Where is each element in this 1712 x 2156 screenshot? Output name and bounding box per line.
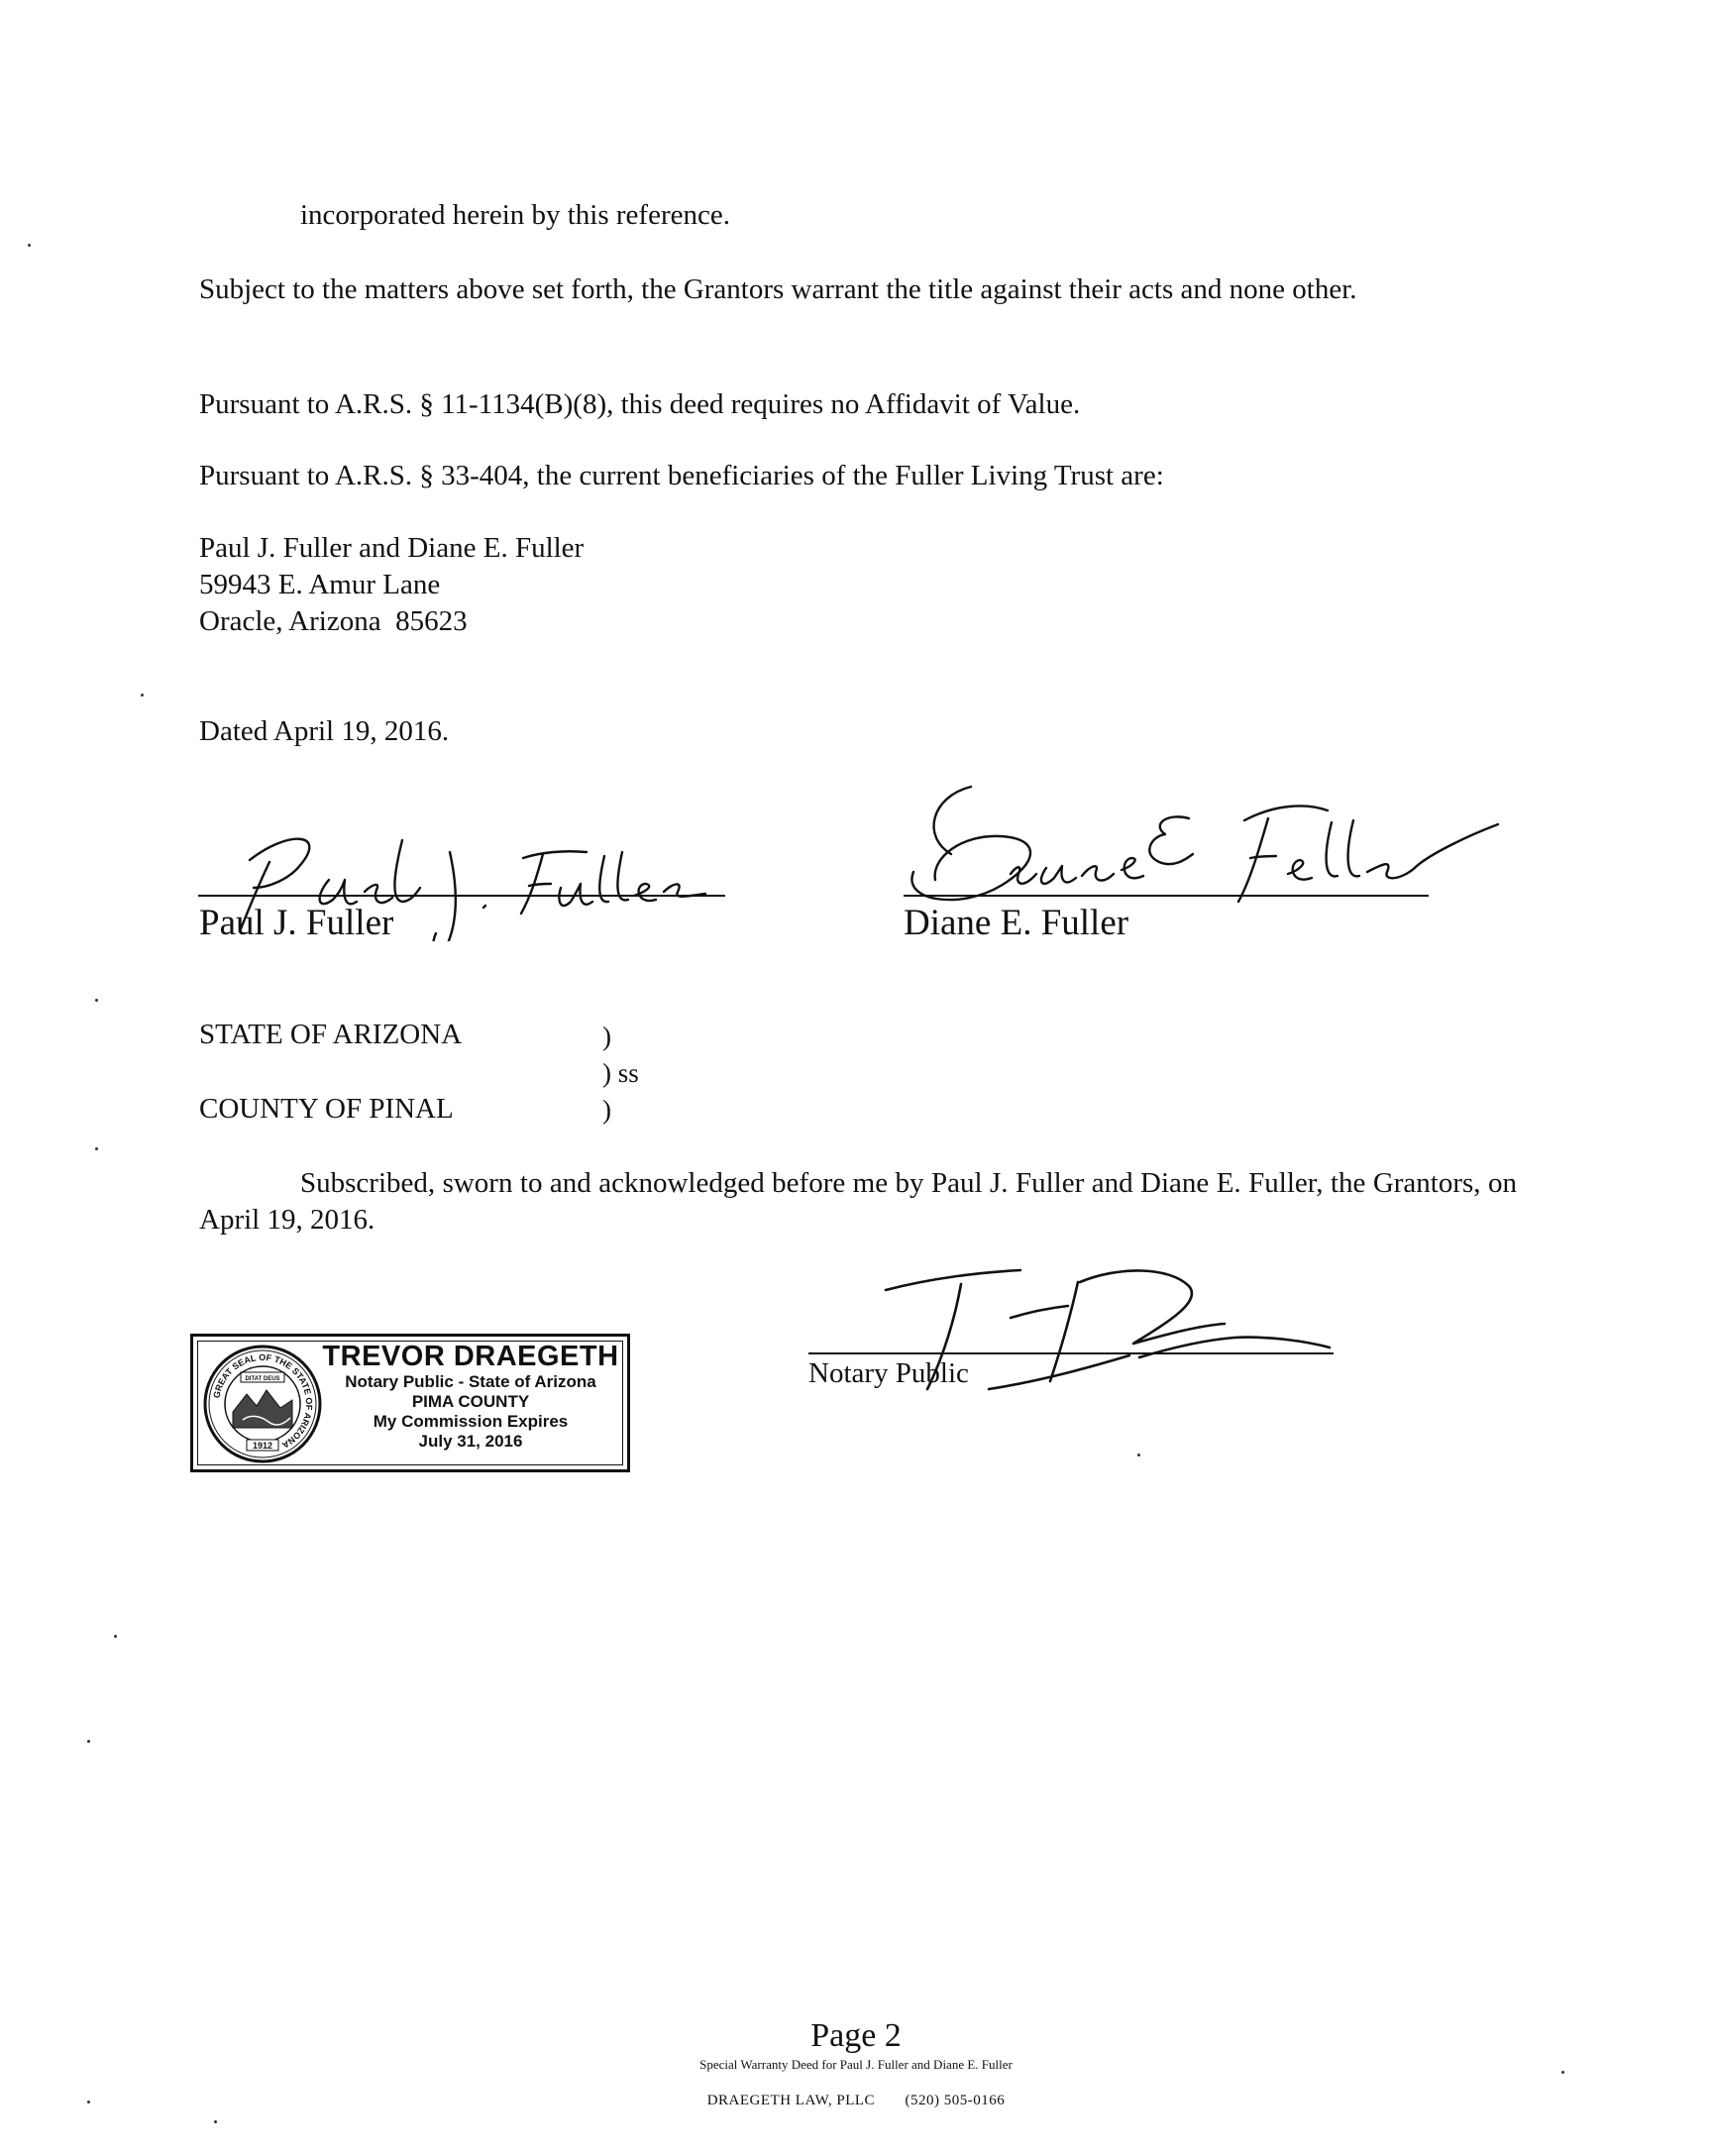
beneficiary-street: 59943 E. Amur Lane <box>199 569 441 600</box>
beneficiary-names: Paul J. Fuller and Diane E. Fuller <box>199 532 585 564</box>
footer-firm-line <box>0 2093 1712 2109</box>
notary-expires-date: July 31, 2016 <box>418 1432 523 1451</box>
signature-diane-fuller <box>892 763 1506 921</box>
venue-parentheses <box>602 1019 639 1129</box>
scan-speck <box>1561 2071 1564 2074</box>
seal-ring-text: GREAT SEAL OF THE STATE OF ARIZONA <box>211 1351 315 1451</box>
scan-speck <box>95 999 98 1002</box>
affidavit-paragraph: Pursuant to A.R.S. § 11-1134(B)(8), this deed requires no Affidavit of Value. <box>199 388 1081 420</box>
notary-expires-label: My Commission Expires <box>373 1412 569 1431</box>
notary-public-label: Notary Public <box>808 1357 969 1389</box>
signer-name-paul: Paul J. Fuller <box>199 903 394 943</box>
scan-speck <box>87 2101 90 2103</box>
notary-stamp-text <box>322 1341 619 1452</box>
beneficiary-city: Oracle, Arizona 85623 <box>199 605 468 637</box>
venue-state: STATE OF ARIZONA <box>199 1019 463 1050</box>
signature-line-paul <box>198 895 725 897</box>
scan-speck <box>87 1740 90 1743</box>
notary-signature-line <box>808 1352 1334 1354</box>
footer-firm-name: DRAEGETH LAW, PLLC <box>706 2093 876 2108</box>
venue-paren-3: ) <box>602 1095 611 1125</box>
warranty-paragraph: Subject to the matters above set forth, the Grantors warrant the title against their acts and none other. <box>199 273 1357 305</box>
beneficiary-address <box>199 530 584 640</box>
footer <box>0 2017 1712 2109</box>
signature-line-diane <box>904 895 1429 897</box>
notary-commission-state: Notary Public - State of Arizona <box>345 1372 596 1391</box>
scan-speck <box>214 2120 217 2123</box>
scan-speck <box>28 244 31 247</box>
signer-name-diane: Diane E. Fuller <box>904 903 1129 943</box>
footer-phone: (520) 505-0166 <box>905 2093 1006 2108</box>
scan-speck <box>114 1635 117 1638</box>
seal-year: 1912 <box>252 1441 273 1451</box>
venue-paren-2: ) ss <box>602 1058 639 1088</box>
scan-speck <box>95 1147 98 1150</box>
arizona-state-seal <box>201 1343 324 1465</box>
seal-motto: DITAT DEUS <box>245 1376 280 1382</box>
continuation-text: incorporated herein by this reference. <box>300 199 730 231</box>
venue-paren-1: ) <box>602 1022 611 1051</box>
acknowledgment-paragraph <box>199 1165 1517 1239</box>
scan-speck <box>141 694 144 697</box>
scan-speck <box>1137 1454 1140 1456</box>
acknowledgment-text: Subscribed, sworn to and acknowledged before me by Paul J. Fuller and Diane E. Fuller, the Grantors, on April 19, 2016. <box>199 1167 1517 1236</box>
beneficiaries-intro: Pursuant to A.R.S. § 33-404, the current beneficiaries of the Fuller Living Trust are: <box>199 460 1164 491</box>
notary-stamp <box>190 1334 630 1472</box>
venue-county: COUNTY OF PINAL <box>199 1093 454 1125</box>
notary-name: TREVOR DRAEGETH <box>322 1341 619 1372</box>
footer-document-title: Special Warranty Deed for Paul J. Fuller and Diane E. Fuller <box>699 2057 1013 2072</box>
notary-county: PIMA COUNTY <box>411 1392 530 1411</box>
dated-line: Dated April 19, 2016. <box>199 715 450 747</box>
footer-page-number: Page 2 <box>810 2017 902 2054</box>
